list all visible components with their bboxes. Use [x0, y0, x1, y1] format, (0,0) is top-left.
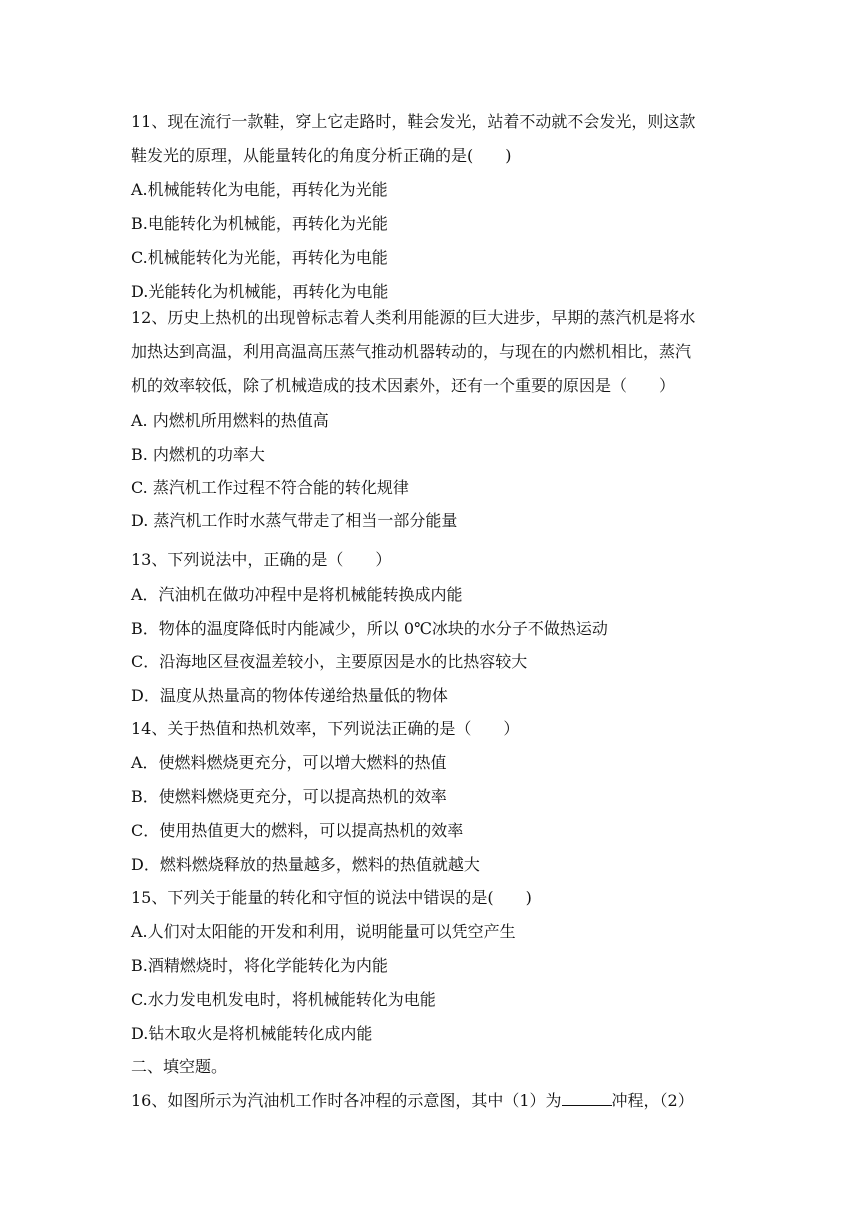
q12-option-a: A. 内燃机所用燃料的热值高 [131, 411, 329, 430]
q12-stem-line-2: 加热达到高温，利用高温高压蒸气推动机器转动的，与现在的内燃机相比，蒸汽 [131, 342, 692, 361]
q14-option-c: C．使用热值更大的燃料，可以提高热机的效率 [131, 821, 464, 840]
q14-option-a: A．使燃料燃烧更充分，可以增大燃料的热值 [131, 753, 447, 772]
q14-stem: 14、关于热值和热机效率，下列说法正确的是（ ） [131, 719, 520, 738]
q12-option-c: C. 蒸汽机工作过程不符合能的转化规律 [131, 478, 409, 497]
q15-option-c: C.水力发电机发电时，将机械能转化为电能 [131, 990, 436, 1009]
section-title-fill-in: 二、填空题。 [131, 1057, 228, 1076]
q13-stem: 13、下列说法中，正确的是（ ） [131, 550, 392, 569]
q11-option-a: A.机械能转化为电能，再转化为光能 [131, 180, 388, 199]
q13-option-c: C．沿海地区昼夜温差较小，主要原因是水的比热容较大 [131, 652, 528, 671]
q16-stem-part-2: 冲程，（2） [611, 1091, 694, 1110]
q16-stem-line-1 [131, 1090, 694, 1112]
q12-option-d: D. 蒸汽机工作时水蒸气带走了相当一部分能量 [131, 511, 458, 530]
q15-option-a: A.人们对太阳能的开发和利用，说明能量可以凭空产生 [131, 922, 516, 941]
q13-option-a: A．汽油机在做功冲程中是将机械能转换成内能 [131, 585, 463, 604]
q11-stem-line-2: 鞋发光的原理，从能量转化的角度分析正确的是( ) [131, 146, 512, 165]
q13-option-d: D．温度从热量高的物体传递给热量低的物体 [131, 686, 448, 705]
q13-option-b: B．物体的温度降低时内能减少，所以 0℃冰块的水分子不做热运动 [131, 619, 608, 638]
q11-option-b: B.电能转化为机械能，再转化为光能 [131, 214, 388, 233]
q15-stem: 15、下列关于能量的转化和守恒的说法中错误的是( ) [131, 888, 532, 907]
q12-option-b: B. 内燃机的功率大 [131, 445, 265, 464]
q12-stem-line-1: 12、历史上热机的出现曾标志着人类利用能源的巨大进步，早期的蒸汽机是将水 [131, 308, 696, 327]
q12-stem-line-3: 机的效率较低，除了机械造成的技术因素外，还有一个重要的原因是（ ） [131, 376, 676, 395]
q16-answer-blank [562, 1090, 612, 1106]
q16-stem-part-1: 16、如图所示为汽油机工作时各冲程的示意图，其中（1）为 [131, 1091, 562, 1110]
q11-option-c: C.机械能转化为光能，再转化为电能 [131, 248, 388, 267]
q11-option-d: D.光能转化为机械能，再转化为电能 [131, 282, 389, 301]
q14-option-d: D．燃料燃烧释放的热量越多，燃料的热值就越大 [131, 855, 480, 874]
q14-option-b: B．使燃料燃烧更充分，可以提高热机的效率 [131, 787, 447, 806]
q15-option-d: D.钻木取火是将机械能转化成内能 [131, 1024, 373, 1043]
q11-stem-line-1: 11、现在流行一款鞋，穿上它走路时，鞋会发光，站着不动就不会发光，则这款 [131, 112, 696, 131]
q15-option-b: B.酒精燃烧时，将化学能转化为内能 [131, 956, 388, 975]
